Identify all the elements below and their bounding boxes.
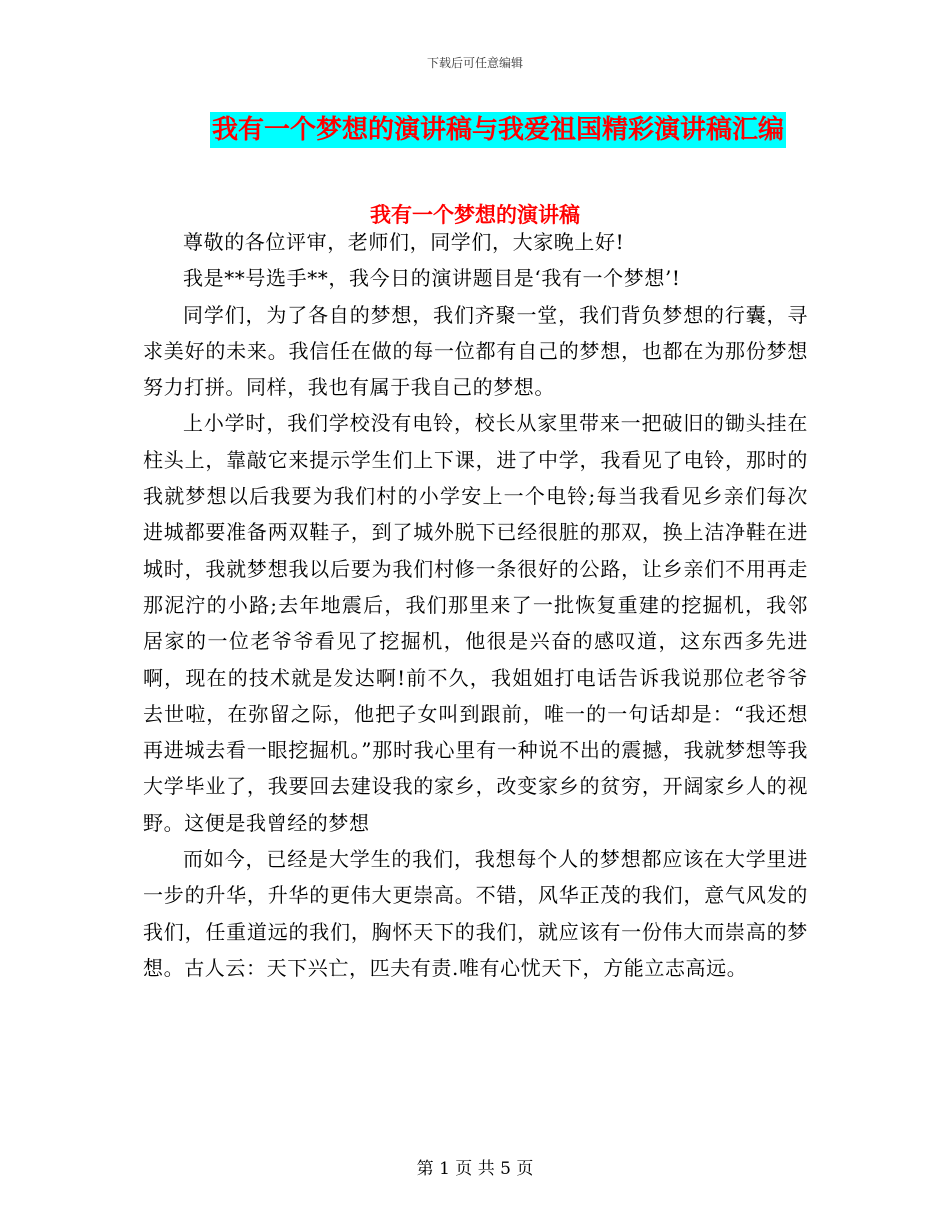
paragraph: 上小学时，我们学校没有电铃，校长从家里带来一把破旧的锄头挂在柱头上，靠敲它来提示学生们上下课，进了中学，我看见了电铃，那时的我就梦想以后我要为我们村的小学安上一个电铃;每当我看见乡亲们每次进城都要准备两双鞋子，到了城外脱下已经很脏的那双，换上洁净鞋在进城时，我就梦想我以后要为我们村修一条很好的公路，让乡亲们不用再走那泥泞的小路;去年地震后，我们那里来了一批恢复重建的挖掘机，我邻居家的一位老爷爷看见了挖掘机，他很是兴奋的感叹道，这东西多先进啊，现在的技术就是发达啊!前不久，我姐姐打电话告诉我说那位老爷爷去世啦，在弥留之际，他把子女叫到跟前，唯一的一句话却是：“我还想再进城去看一眼挖掘机。”那时我心里有一种说不出的震撼，我就梦想等我大学毕业了，我要回去建设我的家乡，改变家乡的贫穷，开阔家乡人的视野。这便是我曾经的梦想 — [143, 411, 809, 835]
paragraph: 而如今，已经是大学生的我们，我想每个人的梦想都应该在大学里进一步的升华，升华的更伟大更崇高。不错，风华正茂的我们，意气风发的我们，任重道远的我们，胸怀天下的我们，就应该有一份伟大而崇高的梦想。古人云：天下兴亡，匹夫有责.唯有心忧天下，方能立志高远。 — [143, 847, 808, 980]
section-title: 我有一个梦想的演讲稿 — [370, 202, 580, 227]
paragraph: 同学们，为了各自的梦想，我们齐聚一堂，我们背负梦想的行囊，寻求美好的未来。我信任在做的每一位都有自己的梦想，也都在为那份梦想努力打拼。同样，我也有属于我自己的梦想。 — [143, 302, 808, 400]
document-title-container — [0, 112, 950, 148]
document-title: 我有一个梦想的演讲稿与我爱祖国精彩演讲稿汇编 — [210, 112, 786, 148]
paragraph: 我是**号选手**，我今日的演讲题目是‘我有一个梦想’! — [183, 266, 681, 291]
header-note: 下载后可任意编辑 — [426, 56, 523, 70]
paragraph: 尊敬的各位评审，老师们，同学们，大家晚上好! — [183, 230, 625, 254]
page-footer: 第 1 页 共 5 页 — [416, 1159, 534, 1179]
body-text — [143, 224, 808, 986]
